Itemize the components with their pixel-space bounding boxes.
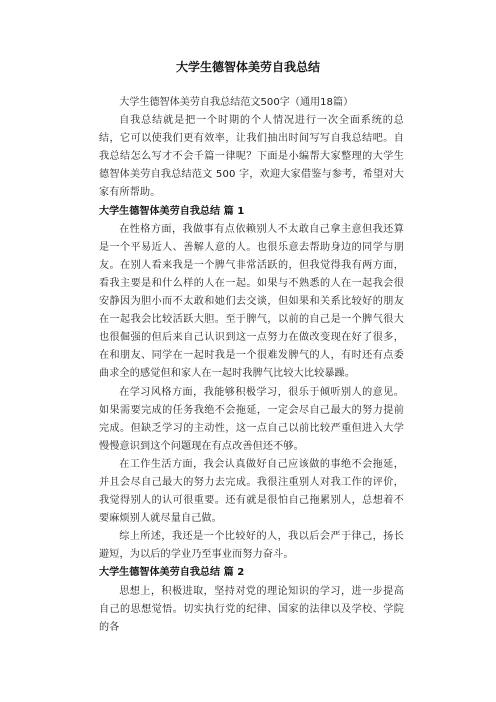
section-heading: 大学生德智体美劳自我总结 篇 2 — [99, 567, 245, 579]
section-1 — [99, 203, 404, 565]
document-title: 大学生德智体美劳自我总结 — [175, 60, 320, 74]
section-heading: 大学生德智体美劳自我总结 篇 1 — [99, 205, 245, 217]
document-body — [99, 94, 404, 637]
section-paragraph: 在性格方面，我做事有点依赖别人不太敢自己拿主意但我还算是一个平易近人、善解人意的人。也很乐意去帮助身边的同学与朋友。在别人看来我是一个脾气非常活跃的，但我觉得我有两方面，看我主要是和什么样的人在一起。如果与不熟悉的人在一起我会很安静因为胆小而不太敢和她们去交谈，但如果和关系比较好的朋友在一起我会比较活跃大胆。至于脾气，以前的自己是一个脾气很大也很倔强的但后来自己认识到这一点努力在做改变现在好了很多，在和朋友、同学在一起时我是一个很难发脾气的人，有时还有点委曲求全的感觉但和家人在一起时我脾气比较大比较暴躁。 — [99, 223, 404, 380]
section-paragraph: 在工作生活方面，我会认真做好自己应该做的事绝不会拖延，并且会尽自己最大的努力去完成。我很注重别人对我工作的评价，我觉得别人的认可很重要。还有就是很怕自己拖累别人，总想着不要麻烦别人就尽量自己做。 — [99, 458, 404, 525]
document-subtitle: 大学生德智体美劳自我总结范文500字（通用18篇） — [119, 97, 354, 108]
section-2 — [99, 564, 404, 636]
section-paragraph: 在学习风格方面，我能够积极学习，很乐于倾听别人的意见。如果需要完成的任务我绝不会拖延，一定会尽自己最大的努力提前完成。但缺乏学习的主动性，这一点自己以前比较严重但进入大学慢慢意识到这个问题现在有点改善但还不够。 — [99, 386, 404, 452]
section-paragraph: 综上所述，我还是一个比较好的人，我以后会严于律己，扬长避短，为以后的学业乃至事业而努力奋斗。 — [99, 531, 404, 561]
intro-paragraph: 自我总结就是把一个时期的个人情况进行一次全面系统的总结，它可以使我们更有效率，让我们抽出时间写写自我总结吧。自我总结怎么写才不会千篇一律呢？下面是小编帮大家整理的大学生德智体美劳自我总结范文 500 字，欢迎大家借鉴与参考，希望对大家有所帮助。 — [99, 115, 404, 199]
section-paragraph: 思想上，积极进取，坚持对党的理论知识的学习，进一步提高自己的思想觉悟。切实执行党的纪律、国家的法律以及学校、学院的各 — [99, 585, 404, 633]
